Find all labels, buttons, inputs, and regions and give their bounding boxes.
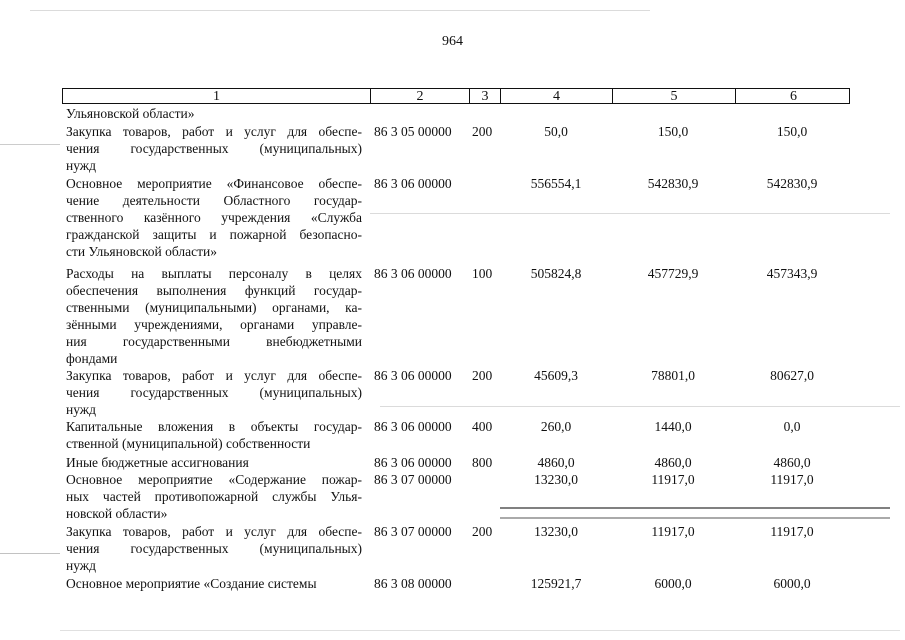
- amount-col-6: 457343,9: [766, 266, 818, 281]
- row-description-line: гражданской защиты и пожарной безопасно-: [66, 227, 362, 242]
- amount-col-5: 542830,9: [647, 176, 699, 191]
- amount-col-4: 260,0: [540, 419, 572, 434]
- amount-col-6: 11917,0: [770, 472, 814, 487]
- target-code: 86 3 07 00000: [374, 472, 452, 487]
- amount-col-4: 4860,0: [537, 455, 575, 470]
- page-number: 964: [442, 34, 463, 49]
- target-code: 86 3 06 00000: [374, 266, 452, 281]
- target-code: 86 3 06 00000: [374, 368, 452, 383]
- table-header: [62, 88, 850, 104]
- amount-col-4: 556554,1: [530, 176, 582, 191]
- target-code: 86 3 06 00000: [374, 455, 452, 470]
- row-description-line: Закупка товаров, работ и услуг для обеспе-: [66, 368, 362, 383]
- scan-artifact: [380, 406, 900, 407]
- amount-col-6: 11917,0: [770, 524, 814, 539]
- amount-col-6: 6000,0: [773, 576, 811, 591]
- amount-col-5: 11917,0: [651, 524, 695, 539]
- expense-type: 100: [472, 266, 493, 281]
- column-header-4: 4: [500, 89, 612, 103]
- amount-col-4: 505824,8: [530, 266, 582, 281]
- amount-col-6: 80627,0: [770, 368, 814, 383]
- expense-type: 400: [472, 419, 493, 434]
- amount-col-4: 13230,0: [534, 472, 578, 487]
- scan-artifact: [0, 144, 60, 145]
- amount-col-5: 78801,0: [651, 368, 695, 383]
- column-header-2: 2: [370, 89, 469, 103]
- row-description-line: Расходы на выплаты персоналу в целях: [66, 266, 362, 281]
- target-code: 86 3 05 00000: [374, 124, 452, 139]
- row-description-line: Закупка товаров, работ и услуг для обеспе-: [66, 124, 362, 139]
- amount-col-5: 1440,0: [654, 419, 692, 434]
- scan-artifact: [500, 517, 890, 519]
- row-description-line: ственного казённого учреждения «Служба: [66, 210, 362, 225]
- row-description-line: нужд: [66, 558, 96, 573]
- amount-col-4: 50,0: [544, 124, 568, 139]
- amount-col-6: 4860,0: [773, 455, 811, 470]
- row-description-line: Ульяновской области»: [66, 106, 195, 121]
- row-description-line: Капитальные вложения в объекты государ-: [66, 419, 362, 434]
- row-description-line: ния государственными внебюджетными: [66, 334, 362, 349]
- row-description-line: Закупка товаров, работ и услуг для обеспе-: [66, 524, 362, 539]
- amount-col-5: 457729,9: [647, 266, 699, 281]
- expense-type: 200: [472, 124, 493, 139]
- target-code: 86 3 06 00000: [374, 419, 452, 434]
- row-description-line: чения государственных (муниципальных): [66, 385, 362, 400]
- target-code: 86 3 06 00000: [374, 176, 452, 191]
- scan-artifact: [500, 507, 890, 509]
- row-description-line: обеспечения выполнения функций государ-: [66, 283, 362, 298]
- amount-col-5: 150,0: [657, 124, 689, 139]
- scan-artifact: [60, 630, 900, 631]
- expense-type: 200: [472, 524, 493, 539]
- row-description-line: Иные бюджетные ассигнования: [66, 455, 249, 470]
- amount-col-6: 542830,9: [766, 176, 818, 191]
- row-description-line: чения государственных (муниципальных): [66, 141, 362, 156]
- row-description-line: Основное мероприятие «Содержание пожар-: [66, 472, 362, 487]
- amount-col-4: 45609,3: [534, 368, 578, 383]
- scan-artifact: [370, 213, 890, 214]
- row-description-line: нужд: [66, 158, 96, 173]
- scan-artifact: [30, 10, 650, 11]
- row-description-line: Основное мероприятие «Создание системы: [66, 576, 317, 591]
- target-code: 86 3 07 00000: [374, 524, 452, 539]
- column-header-5: 5: [612, 89, 735, 103]
- column-header-3: 3: [469, 89, 500, 103]
- row-description-line: ственными (муниципальными) органами, ка-: [66, 300, 362, 315]
- expense-type: 200: [472, 368, 493, 383]
- amount-col-5: 4860,0: [654, 455, 692, 470]
- column-header-1: 1: [213, 89, 220, 104]
- row-description-line: сти Ульяновской области»: [66, 244, 217, 259]
- row-description-line: новской области»: [66, 506, 168, 521]
- row-description-line: ственной (муниципальной) собственности: [66, 436, 311, 451]
- row-description-line: Основное мероприятие «Финансовое обеспе-: [66, 176, 362, 191]
- row-description-line: чения государственных (муниципальных): [66, 541, 362, 556]
- row-description-line: фондами: [66, 351, 118, 366]
- column-header-6: 6: [735, 89, 851, 103]
- amount-col-5: 11917,0: [651, 472, 695, 487]
- amount-col-4: 13230,0: [534, 524, 578, 539]
- amount-col-5: 6000,0: [654, 576, 692, 591]
- scan-artifact: [0, 553, 60, 554]
- amount-col-6: 0,0: [783, 419, 801, 434]
- amount-col-4: 125921,7: [530, 576, 582, 591]
- expense-type: 800: [472, 455, 493, 470]
- target-code: 86 3 08 00000: [374, 576, 452, 591]
- row-description-line: зёнными учреждениями, органами управле-: [66, 317, 362, 332]
- row-description-line: нужд: [66, 402, 96, 417]
- row-description-line: ных частей противопожарной службы Улья-: [66, 489, 362, 504]
- amount-col-6: 150,0: [776, 124, 808, 139]
- row-description-line: чение деятельности Областного государ-: [66, 193, 362, 208]
